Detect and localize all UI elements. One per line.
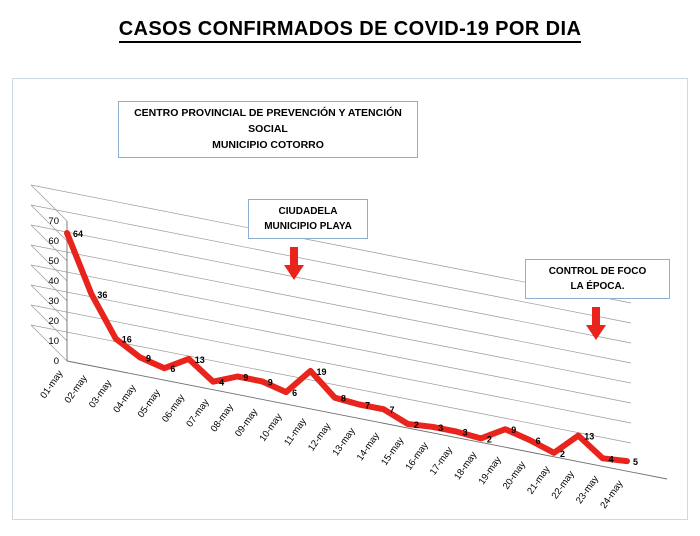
svg-text:50: 50 xyxy=(48,256,59,267)
svg-text:9: 9 xyxy=(511,425,517,436)
svg-text:60: 60 xyxy=(48,236,59,247)
svg-text:36: 36 xyxy=(97,289,108,300)
svg-text:22-may: 22-may xyxy=(549,468,577,502)
svg-text:10: 10 xyxy=(48,336,59,347)
svg-text:2: 2 xyxy=(413,420,419,431)
callout-ciudadela-line2: MUNICIPIO PLAYA xyxy=(264,221,352,232)
svg-text:05-may: 05-may xyxy=(135,387,163,420)
chart-container xyxy=(12,78,688,520)
svg-text:40: 40 xyxy=(48,276,59,287)
callout-control-line2: LA ÉPOCA. xyxy=(570,281,625,292)
svg-text:70: 70 xyxy=(48,216,59,227)
svg-text:20: 20 xyxy=(48,316,59,327)
page-title-text: CASOS CONFIRMADOS DE COVID-19 POR DIA xyxy=(119,18,582,43)
svg-text:11-may: 11-may xyxy=(282,416,309,448)
svg-text:13: 13 xyxy=(584,431,595,442)
svg-text:10-may: 10-may xyxy=(257,411,285,444)
svg-text:08-may: 08-may xyxy=(208,401,236,435)
svg-text:13-may: 13-may xyxy=(330,425,358,459)
svg-text:9: 9 xyxy=(146,353,152,364)
svg-text:04-may: 04-may xyxy=(111,382,139,416)
svg-text:24-may: 24-may xyxy=(598,478,626,511)
svg-text:3: 3 xyxy=(462,427,468,438)
callout-centro-line2: MUNICIPIO COTORRO xyxy=(212,138,324,151)
callout-control-line1: CONTROL DE FOCO xyxy=(548,266,647,277)
svg-text:13: 13 xyxy=(194,354,205,365)
svg-text:12-may: 12-may xyxy=(306,421,334,454)
svg-text:01-may: 01-may xyxy=(38,368,66,401)
svg-text:20-may: 20-may xyxy=(500,459,529,492)
svg-text:6: 6 xyxy=(292,388,298,399)
svg-text:02-may: 02-may xyxy=(62,373,90,406)
svg-text:23-may: 23-may xyxy=(573,473,602,507)
svg-text:09-may: 09-may xyxy=(233,406,261,439)
svg-text:16-may: 16-may xyxy=(403,440,431,473)
svg-text:30: 30 xyxy=(48,296,59,307)
callout-ciudadela xyxy=(248,199,368,239)
svg-text:6: 6 xyxy=(170,364,176,375)
svg-text:06-may: 06-may xyxy=(160,392,188,425)
svg-text:17-may: 17-may xyxy=(427,445,456,478)
svg-text:19-may: 19-may xyxy=(476,454,504,487)
callout-centro-line1: CENTRO PROVINCIAL DE PREVENCIÓN Y ATENCIÓN SOCIAL xyxy=(134,107,402,135)
svg-text:4: 4 xyxy=(608,454,614,465)
svg-text:4: 4 xyxy=(219,377,225,388)
svg-text:16: 16 xyxy=(121,334,132,345)
svg-text:8: 8 xyxy=(340,393,346,404)
callout-control-foco xyxy=(525,259,670,299)
svg-text:15-may: 15-may xyxy=(379,435,407,468)
svg-text:64: 64 xyxy=(73,229,84,239)
svg-text:5: 5 xyxy=(633,457,639,468)
svg-text:18-may: 18-may xyxy=(452,449,480,483)
page-title xyxy=(0,18,700,41)
svg-text:03-may: 03-may xyxy=(86,377,115,411)
svg-text:07-may: 07-may xyxy=(184,397,212,430)
svg-text:3: 3 xyxy=(438,422,444,433)
svg-text:7: 7 xyxy=(389,405,395,416)
svg-text:9: 9 xyxy=(243,372,249,383)
svg-text:6: 6 xyxy=(535,435,541,446)
callout-ciudadela-line1: CIUDADELA xyxy=(278,206,338,217)
callout-centro-provincial xyxy=(118,101,418,158)
svg-text:2: 2 xyxy=(559,448,565,459)
arrow-control-foco-icon xyxy=(585,307,607,341)
svg-text:2: 2 xyxy=(486,434,492,445)
svg-text:21-may: 21-may xyxy=(525,464,553,497)
svg-text:19: 19 xyxy=(316,366,327,377)
svg-text:7: 7 xyxy=(365,400,371,411)
arrow-ciudadela-icon xyxy=(283,247,305,281)
svg-text:9: 9 xyxy=(267,377,273,388)
svg-text:14-may: 14-may xyxy=(354,430,382,463)
svg-text:0: 0 xyxy=(53,356,59,367)
